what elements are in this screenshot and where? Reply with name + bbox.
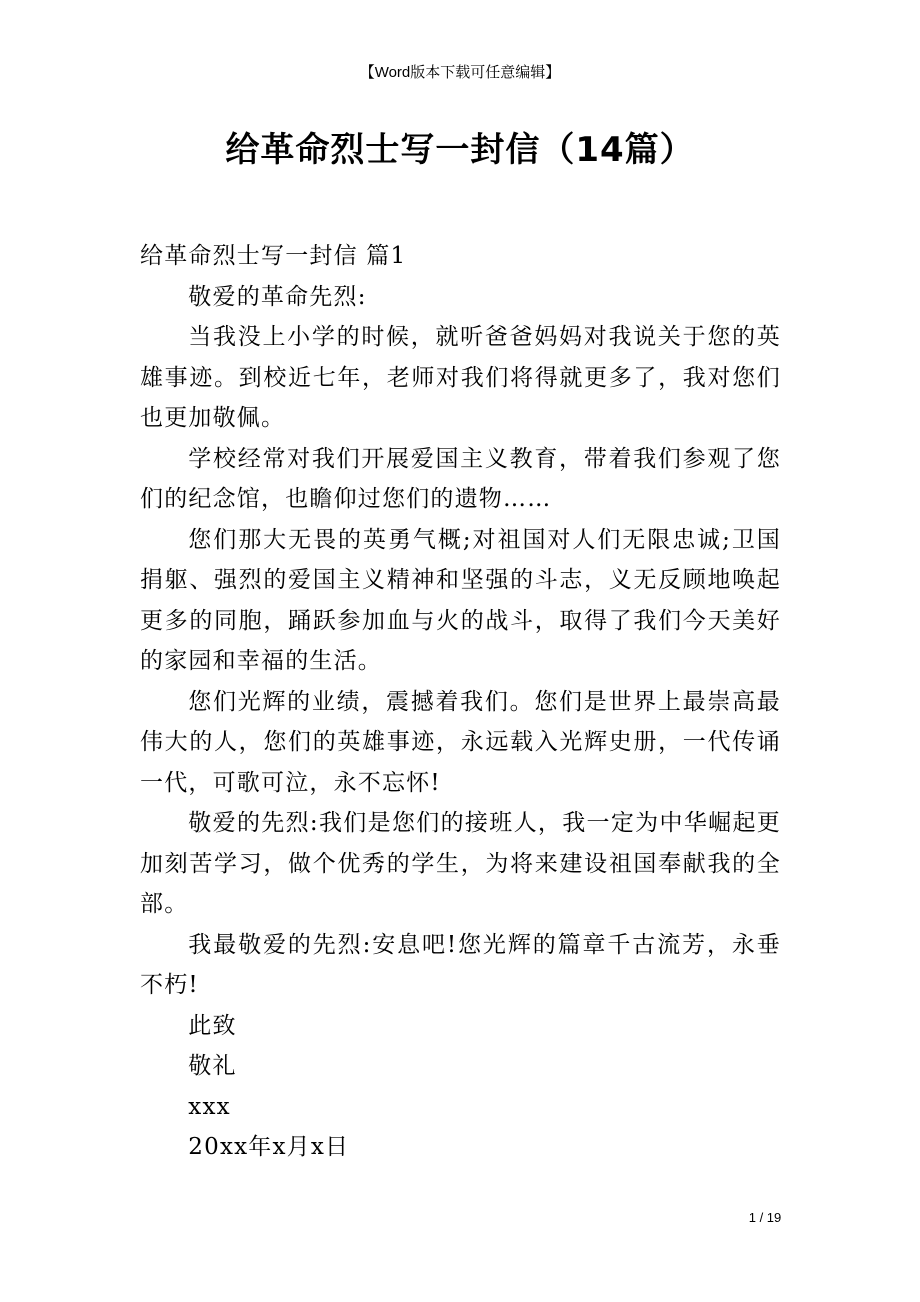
- closing-salute: 敬礼: [188, 1053, 237, 1079]
- letter-paragraph: 敬爱的先烈:我们是您们的接班人，我一定为中华崛起更加刻苦学习，做个优秀的学生，为将来建设祖国奉献我的全部。: [140, 810, 781, 917]
- closing-line: 此致: [188, 1012, 237, 1039]
- letter-paragraph: 您们光辉的业绩，震撼着我们。您们是世界上最崇高最伟大的人，您们的英雄事迹，永远载入光辉史册，一代传诵一代，可歌可泣，永不忘怀!: [140, 688, 781, 796]
- download-note-header: 【Word版本下载可任意编辑】: [359, 64, 561, 81]
- letter-salutation: 敬爱的革命先烈:: [188, 283, 367, 310]
- letter-paragraph: 学校经常对我们开展爱国主义教育，带着我们参观了您们的纪念馆，也瞻仰过您们的遗物……: [140, 445, 781, 512]
- letter-paragraph: 当我没上小学的时候，就听爸爸妈妈对我说关于您的英雄事迹。到校近七年，老师对我们将得就更多了，我对您们也更加敬佩。: [140, 324, 781, 431]
- signature: xxx: [188, 1093, 231, 1120]
- letter-date: 20xx年x月x日: [188, 1134, 350, 1160]
- letter-paragraph: 我最敬爱的先烈:安息吧!您光辉的篇章千古流芳，永垂不朽!: [140, 931, 781, 998]
- document-title: 给革命烈士写一封信（14篇）: [225, 130, 695, 170]
- letter-body: [140, 236, 781, 1168]
- letter-paragraph: 您们那大无畏的英勇气概;对祖国对人们无限忠诚;卫国捐躯、强烈的爱国主义精神和坚强的斗志，义无反顾地唤起更多的同胞，踊跃参加血与火的战斗，取得了我们今天美好的家园和幸福的生活。: [140, 526, 781, 674]
- section-heading: 给革命烈士写一封信 篇1: [140, 243, 407, 269]
- page-number: 1 / 19: [748, 1210, 782, 1225]
